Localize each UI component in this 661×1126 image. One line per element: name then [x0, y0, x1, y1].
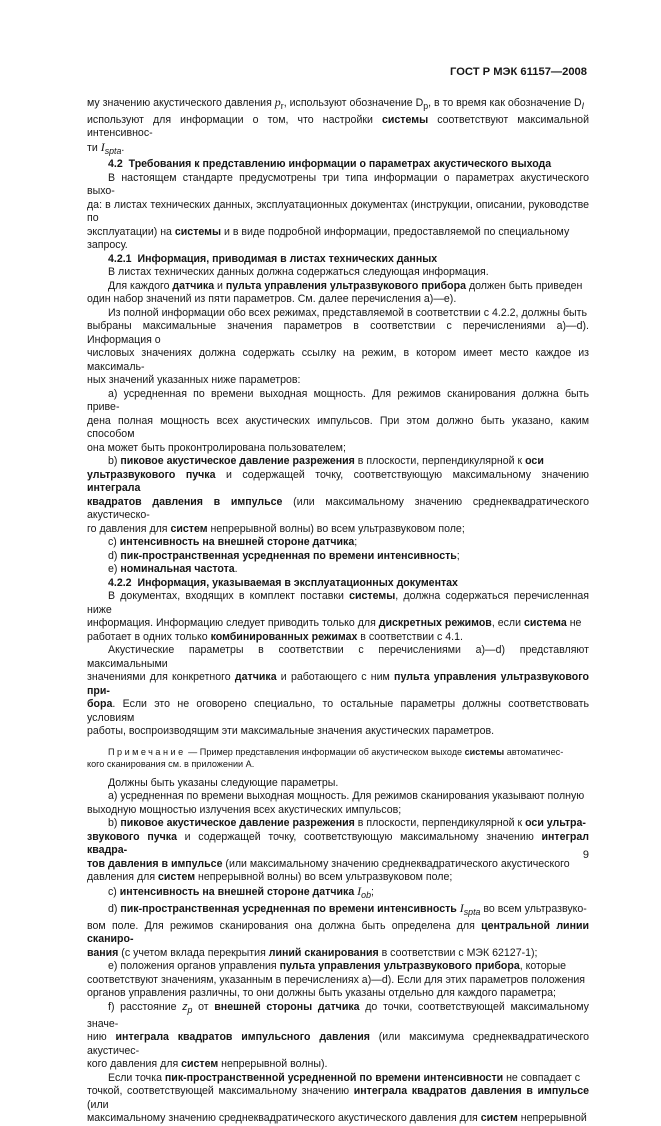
page-number: 9	[582, 849, 589, 861]
paragraph: В настоящем стандарте предусмотрены три типа информации о параметрах акустического выхо- да: в листах технических данных, эксплуатационных документах (инструкции, описании, руководстве по эксплуатации) на системы и в виде подробной информации, предоставляемой по специальному запросу.	[87, 171, 589, 252]
paragraph: Если точка пик-пространственной усредненной по времени интенсивности не совпадает с точкой, соответствующей максимальному значению интеграла квадратов давления в импульсе (или максимальному значению среднеквадратического акустического давления для систем непрерывной	[87, 1071, 590, 1125]
page-body	[87, 96, 589, 1126]
list-item-c: c) интенсивность на внешней стороне датчика $I_{ob}$;	[108, 883, 374, 900]
note: Примечание — Пример представления информации об акустическом выходе системы автоматичес- кого сканирования см. в приложении А.	[87, 746, 564, 769]
section-heading-4-2-2: 4.2.2 Информация, указываемая в эксплуатационных документах	[108, 576, 458, 589]
paragraph: В документах, входящих в комплект поставки системы, должна содержаться перечисленная ниже информация. Информацию следует приводить только для дискретных режимов, если система не работает в одних только комбинированных режимах в соответствии с 4.1.	[87, 590, 589, 643]
list-item-e: e) положения органов управления пульта управления ультразвукового прибора, которые соответствуют значениям, указанным в перечислениях а)—d). Если для этих параметров положения органов управления различны, то они должны быть указаны отдельно для каждого параметра;	[87, 960, 586, 1000]
running-header: ГОСТ Р МЭК 61157—2008	[450, 66, 587, 78]
list-item-e: e) номинальная частота.	[108, 563, 238, 576]
section-heading-4-2: 4.2 Требования к представлению информации о параметрах акустического выхода	[108, 158, 552, 171]
list-item-b: b) пиковое акустическое давление разрежения в плоскости, перпендикулярной к оси ультразвукового пучка и содержащей точку, соответствующую максимальному значению интеграла квадратов давления в импульсе (или максимальному значению среднеквадратического акустическо- го давления для систем непрерывной волны) во всем ультразвуковом поле;	[87, 455, 590, 535]
paragraph: Акустические параметры в соответствии с перечислениями а)—d) представляют максимальными значениями для конкретного датчика и работающего с ним пульта управления ультразвукового при- бора. Если это не оговорено специально, то остальные параметры должны соответствовать условиям работы, воспроизводящим эти максимальные значения акустических параметров.	[87, 644, 589, 738]
list-item-d: d) пик-пространственная усредненная по времени интенсивность $I_{spta}$ во всем ультразвуко- вом поле. Для режимов сканирования она должна быть определена для центральной линии сканиро- вания (с учетом вклада перекрытия линий сканирования в соответствии с МЭК 62127-1);	[87, 901, 589, 959]
list-item-a: a) усредненная по времени выходная мощность. Для режимов сканирования указывают полную выходную мощностью излучения всех акустических импульсов;	[87, 790, 585, 816]
section-heading-4-2-1: 4.2.1 Информация, приводимая в листах технических данных	[108, 252, 438, 265]
paragraph-continuation: му значению акустического давления $p_r$, используют обозначение $D_p$, в то время как обозначение $D_I$ используют для информации о том, что настройки системы соответствуют максимальной интенсивнос- ти $I_{spta}$.	[87, 95, 589, 156]
list-item-b: b) пиковое акустическое давление разрежения в плоскости, перпендикулярной к оси ультра- звукового пучка и содержащей точку, соответствующую максимальному значению интеграл квадра- тов давления в импульсе (или максимальному значению среднеквадратического акустического давления для систем непрерывной волны) во всем ультразвуковом поле;	[87, 817, 589, 884]
paragraph: Должны быть указаны следующие параметры.	[108, 776, 339, 789]
list-item-f: f) расстояние $z_p$ от внешней стороны датчика до точки, соответствующей максимальному значе- нию интеграла квадратов импульсного давления (или максимума среднеквадратического акустичес- кого давления для систем непрерывной волны).	[87, 1000, 589, 1071]
list-item-c: c) интенсивность на внешней стороне датчика;	[108, 536, 358, 549]
paragraph: Из полной информации обо всех режимах, представляемой в соответствии с 4.2.2, должны быть выбраны максимальные значения параметров в соответствии с перечислениями а)—d). Информация о числовых значениях должна содержать ссылку на режим, в котором имеет место каждое из максималь- ных значений указанных ниже параметров:	[87, 306, 589, 387]
paragraph: Для каждого датчика и пульта управления ультразвукового прибора должен быть приведен один набор значений из пяти параметров. См. далее перечисления а)—е).	[87, 279, 583, 306]
list-item-d: d) пик-пространственная усредненная по времени интенсивность;	[108, 549, 460, 562]
list-item-a: a) усредненная по времени выходная мощность. Для режимов сканирования должна быть приве- дена полная мощность всех акустических импульсов. При этом должно быть указано, каким способом она может быть проконтролирована пользователем;	[87, 387, 589, 454]
paragraph: В листах технических данных должна содержаться следующая информация.	[108, 266, 489, 279]
